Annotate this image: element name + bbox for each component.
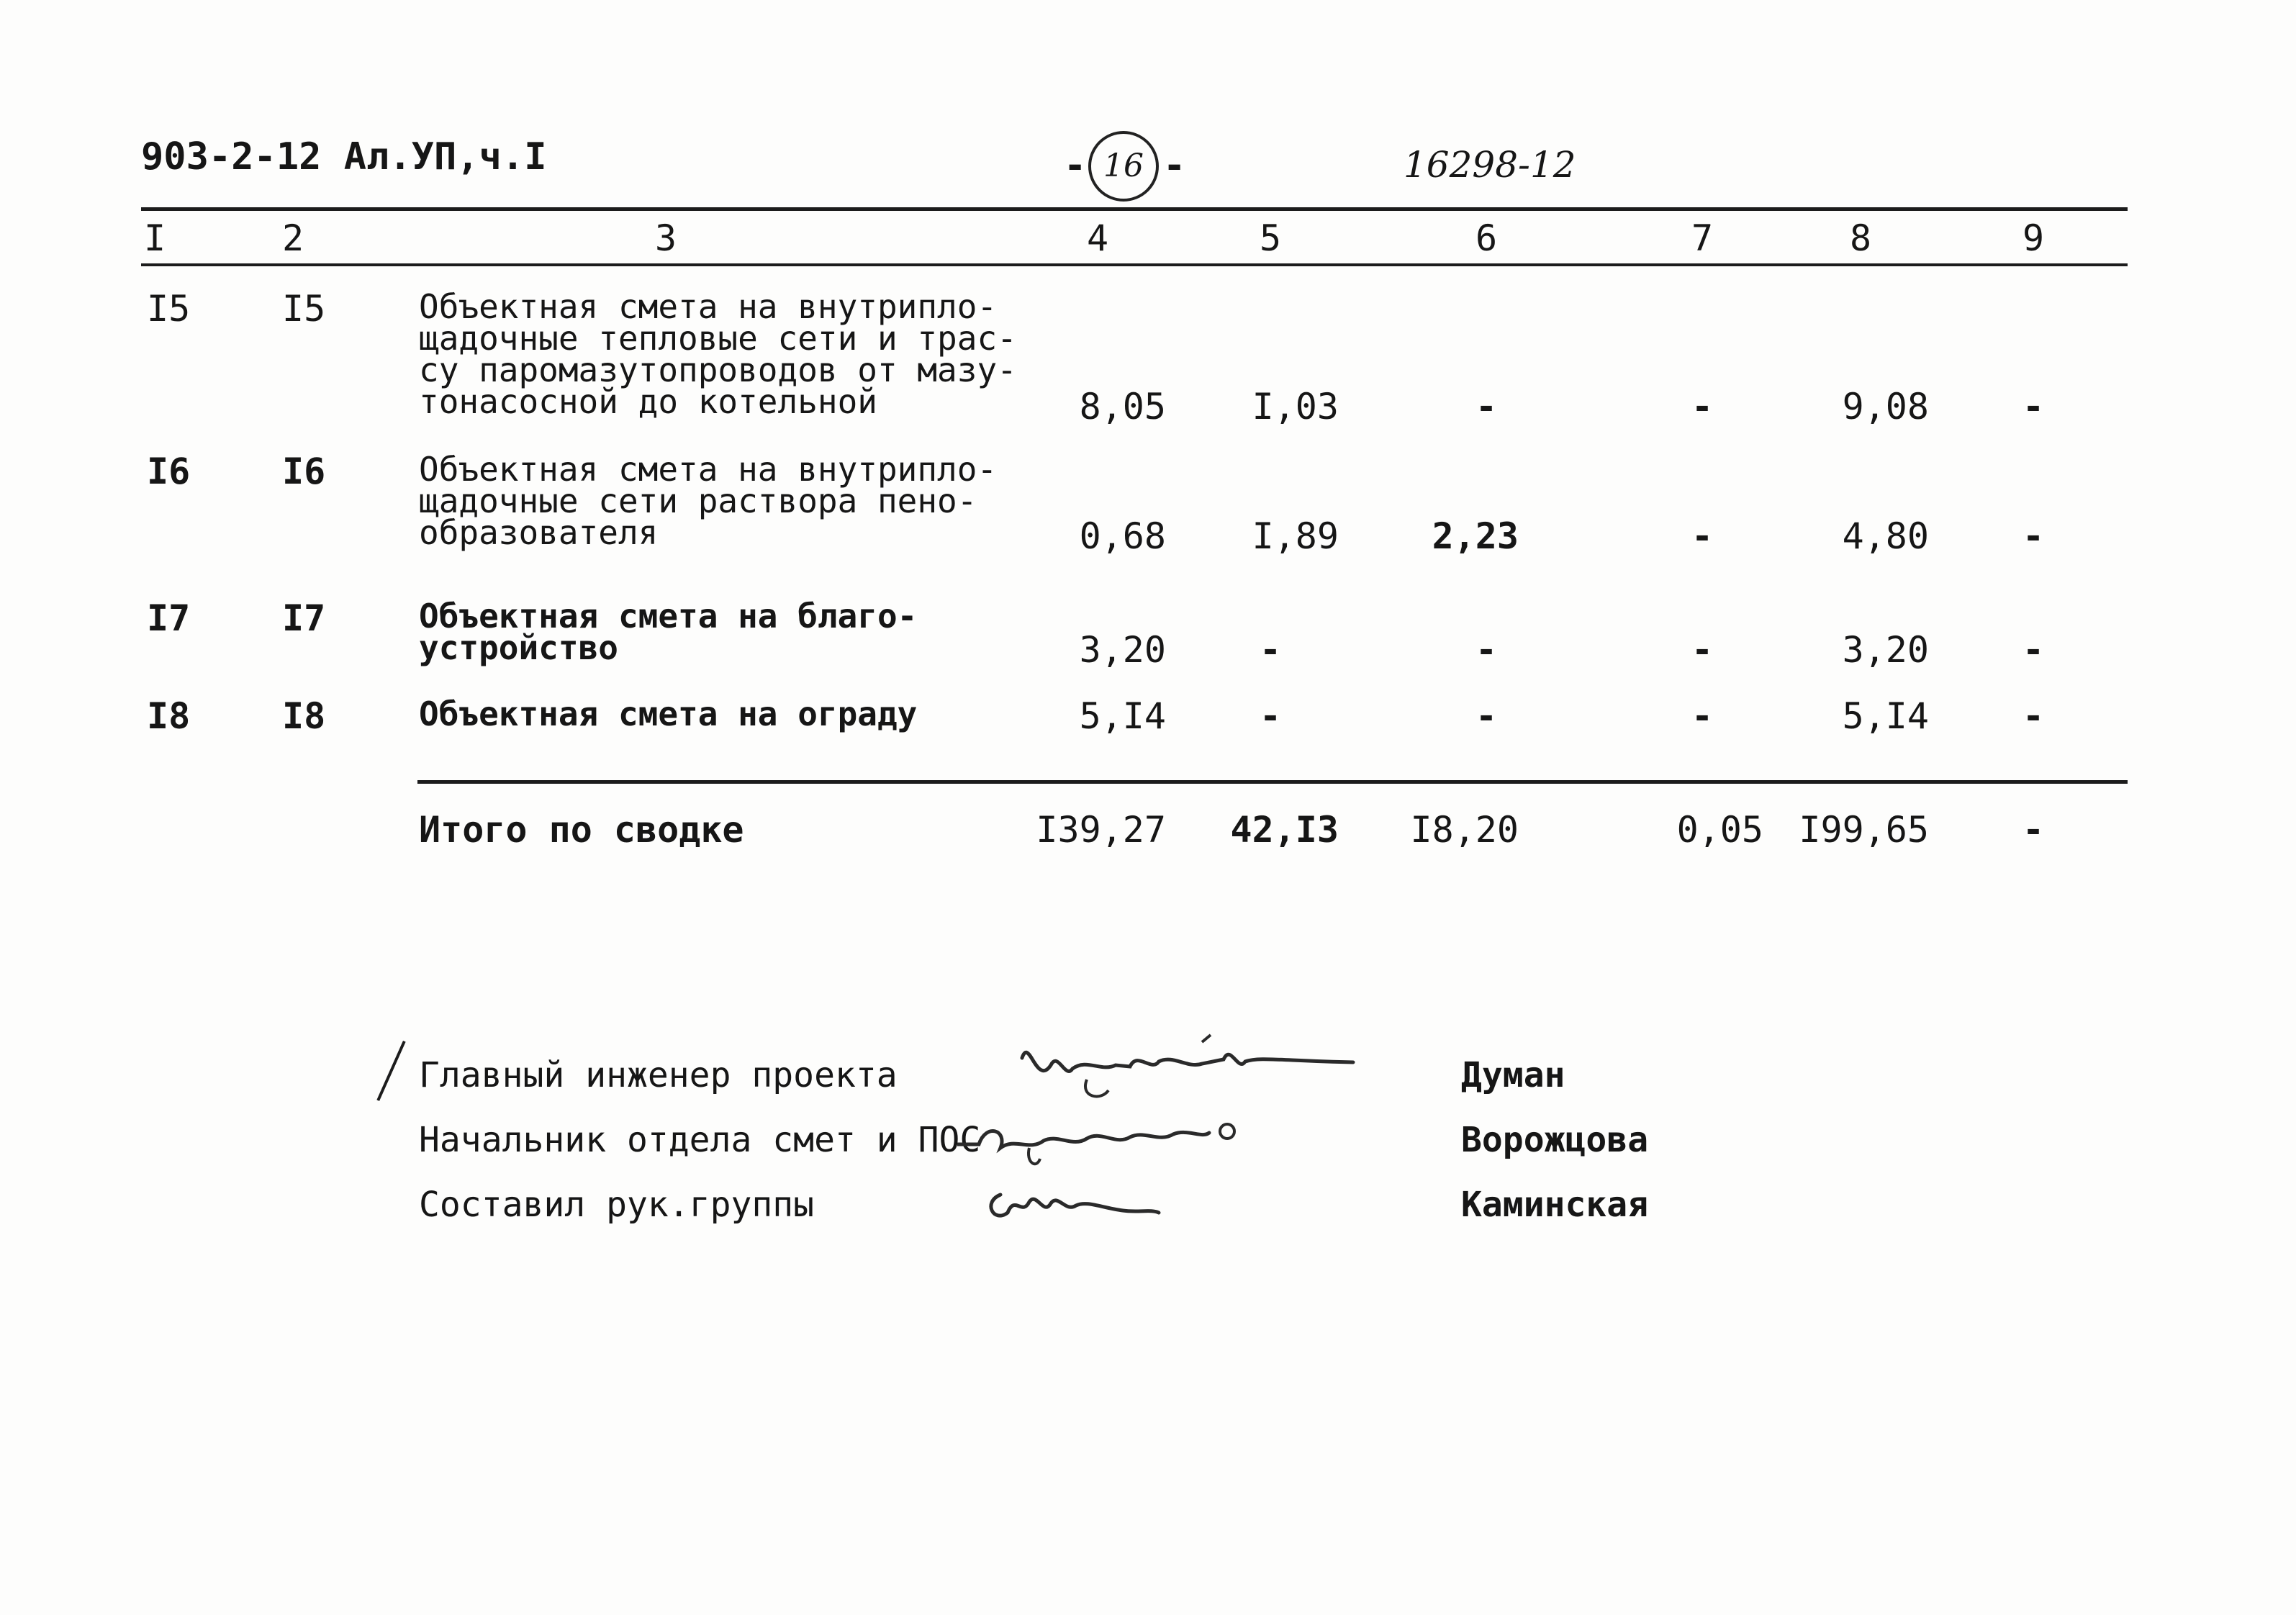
row-col6: - <box>1475 695 1498 737</box>
page-dash-left: - <box>1064 144 1087 187</box>
row-description: Объектная смета на благо- устройство <box>419 597 918 667</box>
column-number-1: I <box>144 217 166 259</box>
row-col4: 3,20 <box>1079 629 1166 671</box>
total-rule <box>417 780 2128 784</box>
column-number-2: 2 <box>282 217 304 259</box>
page-dash-right: - <box>1163 144 1186 187</box>
column-number-6: 6 <box>1475 217 1498 259</box>
row-col8: 4,80 <box>1842 515 1929 557</box>
column-header-rule <box>141 263 2128 266</box>
row-col2: I5 <box>282 288 326 330</box>
column-number-5: 5 <box>1260 217 1282 259</box>
row-col4: 0,68 <box>1079 515 1166 557</box>
row-col9: - <box>2022 629 2045 671</box>
page-number: 16 <box>1088 131 1159 202</box>
total-col4: I39,27 <box>1036 809 1166 851</box>
row-col5: I,03 <box>1252 386 1339 428</box>
signature-role-group-lead: Составил рук.группы <box>419 1185 815 1225</box>
row-description: Объектная смета на ограду <box>419 695 918 733</box>
handwritten-signature-department-head <box>957 1108 1260 1173</box>
handwritten-signature-chief-engineer <box>1008 1029 1368 1108</box>
column-number-4: 4 <box>1087 217 1109 259</box>
row-col1: I6 <box>147 451 191 492</box>
row-col4: 5,I4 <box>1079 695 1166 737</box>
row-col9: - <box>2022 695 2045 737</box>
total-col5: 42,I3 <box>1230 809 1339 851</box>
row-col7: - <box>1691 695 1714 737</box>
row-col2: I8 <box>282 695 326 737</box>
top-rule <box>141 207 2128 211</box>
row-col4: 8,05 <box>1079 386 1166 428</box>
signature-role-chief-engineer: Главный инженер проекта <box>419 1055 898 1095</box>
row-col7: - <box>1691 515 1714 557</box>
row-col5: - <box>1260 695 1282 737</box>
total-col9: - <box>2022 809 2045 851</box>
row-col1: I7 <box>147 597 191 639</box>
row-col9: - <box>2022 515 2045 557</box>
signature-name-department-head: Ворожцова <box>1461 1120 1649 1160</box>
row-description: Объектная смета на внутрипло- щадочные тепловые сети и трас- су паромазутопроводов от мазу- тонасосной до котельной <box>419 287 1017 421</box>
signature-role-department-head: Начальник отдела смет и ПОС <box>419 1120 981 1160</box>
row-col1: I5 <box>147 288 191 330</box>
row-col2: I7 <box>282 597 326 639</box>
column-number-7: 7 <box>1691 217 1714 259</box>
row-col2: I6 <box>282 451 326 492</box>
row-description: Объектная смета на внутрипло- щадочные сети раствора пено- образователя <box>419 450 998 552</box>
document-code: 903-2-12 Ал.УП,ч.I <box>141 135 547 178</box>
row-col6: 2,23 <box>1432 515 1519 557</box>
signature-name-group-lead: Каминская <box>1461 1185 1649 1225</box>
total-col8: I99,65 <box>1799 809 1929 851</box>
total-col6: I8,20 <box>1410 809 1519 851</box>
total-col7: 0,05 <box>1676 809 1763 851</box>
row-col6: - <box>1475 386 1498 428</box>
column-number-8: 8 <box>1850 217 1872 259</box>
row-col7: - <box>1691 629 1714 671</box>
row-col8: 3,20 <box>1842 629 1929 671</box>
column-number-3: 3 <box>655 217 677 259</box>
row-col9: - <box>2022 386 2045 428</box>
row-col8: 5,I4 <box>1842 695 1929 737</box>
row-col5: I,89 <box>1252 515 1339 557</box>
margin-slash-mark <box>376 1041 405 1101</box>
column-number-9: 9 <box>2022 217 2045 259</box>
row-col7: - <box>1691 386 1714 428</box>
row-col6: - <box>1475 629 1498 671</box>
signature-name-chief-engineer: Думан <box>1461 1055 1565 1095</box>
row-col1: I8 <box>147 695 191 737</box>
row-col8: 9,08 <box>1842 386 1929 428</box>
handwritten-signature-group-lead <box>979 1173 1166 1231</box>
inventory-number: 16298-12 <box>1404 144 1576 186</box>
row-col5: - <box>1260 629 1282 671</box>
total-label: Итого по сводке <box>419 809 744 851</box>
